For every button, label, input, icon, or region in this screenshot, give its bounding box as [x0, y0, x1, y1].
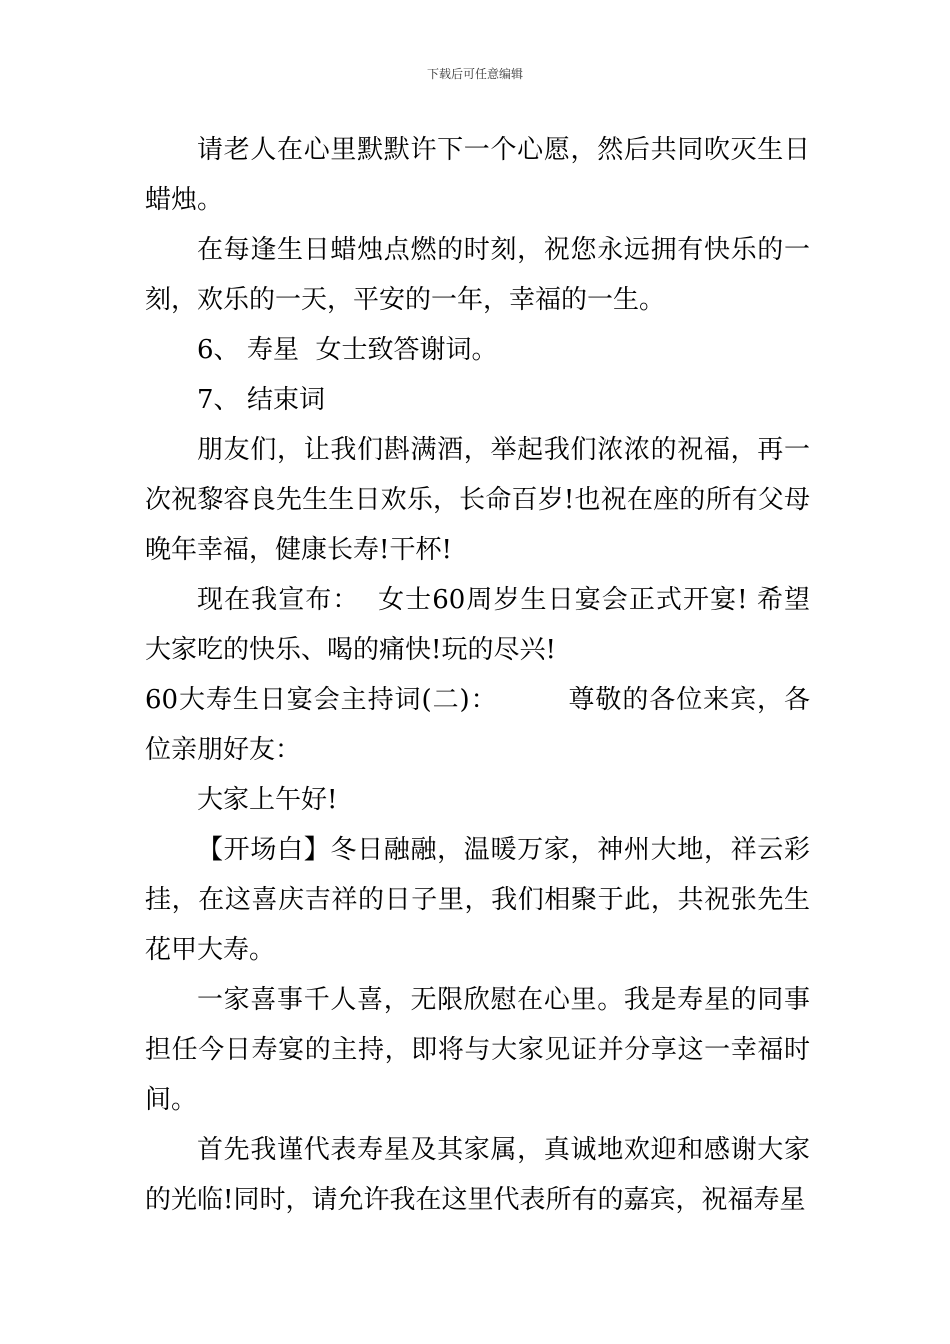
paragraph-section-title [145, 675, 810, 775]
document-body [145, 125, 810, 1225]
paragraph-announcement: 现在我宣布： 女士60周岁生日宴会正式开宴! 希望大家吃的快乐、喝的痛快!玩的尽兴! [145, 585, 810, 665]
list-item-7-text: 结束词 [247, 385, 326, 415]
list-item-7 [145, 375, 810, 425]
list-item-6-text: 寿星 女士致答谢词。 [247, 335, 498, 365]
list-item-6-number: 6、 [197, 335, 240, 365]
section-title: 60大寿生日宴会主持词(二)： [145, 685, 498, 715]
list-item-6 [145, 325, 810, 375]
section-greeting: 尊敬的各位来宾，各位亲朋好友： [145, 685, 810, 765]
paragraph-welcome: 首先我谨代表寿星及其家属，真诚地欢迎和感谢大家的光临!同时，请允许我在这里代表所有的嘉宾，祝福寿星 [145, 1135, 810, 1215]
paragraph-host-intro: 一家喜事千人喜，无限欣慰在心里。我是寿星的同事担任今日寿宴的主持，即将与大家见证并分享这一幸福时间。 [145, 985, 810, 1115]
list-item-7-number: 7、 [197, 385, 240, 415]
page-header: 下载后可任意编辑 [426, 67, 523, 81]
paragraph-blessing: 在每逢生日蜡烛点燃的时刻，祝您永远拥有快乐的一刻，欢乐的一天，平安的一年，幸福的一生。 [145, 235, 810, 315]
paragraph-good-morning: 大家上午好! [197, 785, 338, 815]
paragraph-wish: 请老人在心里默默许下一个心愿，然后共同吹灭生日蜡烛。 [145, 135, 810, 215]
paragraph-opening: 【开场白】冬日融融，温暖万家，神州大地，祥云彩挂，在这喜庆吉祥的日子里，我们相聚于此，共祝张先生花甲大寿。 [145, 835, 810, 965]
paragraph-toast: 朋友们，让我们斟满酒，举起我们浓浓的祝福，再一次祝黎容良先生生日欢乐，长命百岁!也祝在座的所有父母晚年幸福，健康长寿!干杯! [145, 435, 810, 565]
